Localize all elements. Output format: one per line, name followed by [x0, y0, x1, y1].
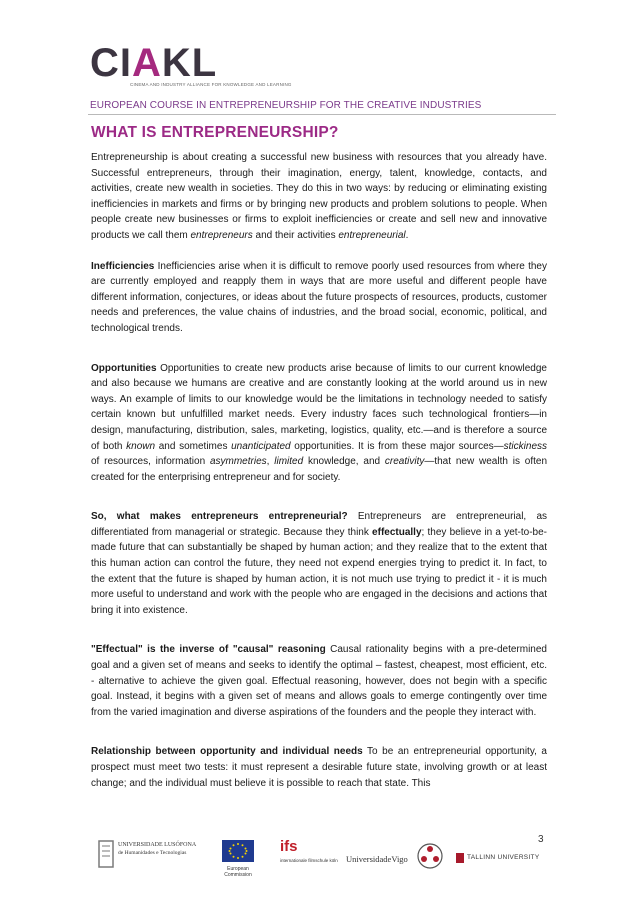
paragraph-intro — [91, 150, 547, 244]
film-reel-icon — [416, 842, 444, 870]
p3-text-g: —that new wealth is often created for the enterprising entrepreneur and for society. — [91, 456, 548, 483]
logo-subtitle: CINEMA AND INDUSTRY ALLIANCE FOR KNOWLEDGE AND LEARNING — [130, 82, 292, 87]
p1-italic-1: entrepreneurs — [190, 229, 253, 241]
lusofona-emblem-icon — [98, 840, 114, 868]
p4-heading: So, what makes entrepreneurs entrepreneurial? — [91, 511, 348, 523]
p3-text-a: Opportunities to create new products arise because of limits to our current knowledge and also because we humans are creative and are constantly looking at the world around us in new ways. An example of limits to our knowledge would be the limitations in technology needed to satisfy certain known but unfulfilled market needs. Every industry faces such technological frontiers—in design, manufacturing, distribution, sales, marketing, logistics, quality, etc.—and is therefore a source of both — [91, 362, 547, 452]
paragraph-entrepreneurial — [91, 509, 547, 618]
european-commission-logo — [218, 840, 258, 880]
ifs-logo — [280, 836, 340, 876]
p4-text-a: Entrepreneurs are entrepreneurial, as differentiated from managerial or strategic. Because they think — [91, 511, 548, 538]
ifs-subtitle: internationale filmschule köln — [280, 858, 338, 863]
ciakl-logo — [90, 42, 390, 92]
p6-heading: Relationship between opportunity and individual needs — [91, 746, 363, 758]
header-divider — [88, 114, 556, 115]
logo-wordmark — [90, 42, 217, 84]
p1-text-b: and their activities — [252, 229, 339, 241]
p6-text: To be an entrepreneurial opportunity, a prospect must meet two tests: it must represent a desirable future state, involving growth or at least change; and the individual must believe it is possible to reach that state. This — [91, 746, 547, 789]
p3-italic-4: asymmetries — [209, 456, 267, 468]
tallinn-emblem-icon — [456, 853, 464, 863]
eu-flag-icon — [222, 840, 254, 862]
p1-text-a: Entrepreneurship is about creating a successful new business with resources that you already have. Successful entrepreneurs, through their imagination, energy, talent, knowledge, contacts, and activities, create new wealth in societies. They do this in two ways: by reducing or eliminating existing inefficiencies in markets and firms or by bringing new products and problem solutions to people. When people create new businesses or firms to exploit inefficiencies or create and sell new and innovative products we call them — [91, 152, 547, 241]
ec-label: European Commission — [224, 866, 252, 878]
logo-text-1: CI — [90, 41, 132, 85]
p5-text: Causal rationality begins with a pre-determined goal and a given set of means and seeks to identify the optimal – fastest, cheapest, most efficient, etc. - alternative to achieve the given goal. Effectual reasoning, however, does not begin with a specific goal. Instead, it begins with a given set of means and allows goals to emerge contingently over time from the varied imagination and diverse aspirations of the founders and the people they interact with. — [91, 644, 547, 718]
p3-italic-1: known — [126, 440, 156, 452]
page-number: 3 — [538, 834, 544, 845]
paragraph-relationship — [91, 744, 547, 791]
p3-text-f: knowledge, and — [303, 456, 385, 468]
paragraph-inefficiencies — [91, 259, 547, 337]
p3-italic-5: limited — [274, 456, 304, 468]
paragraph-opportunities — [91, 361, 547, 486]
p3-text-c: opportunities. It is from these major sources— — [290, 440, 504, 452]
universidade-vigo-logo: UniversidadeVigo — [346, 854, 408, 864]
ifs-wordmark: ifs — [280, 838, 298, 855]
paragraph-effectual — [91, 642, 547, 720]
lusofona-subtitle: de Humanidades e Tecnologias — [118, 850, 187, 856]
course-title: EUROPEAN COURSE IN ENTREPRENEURSHIP FOR THE CREATIVE INDUSTRIES — [90, 100, 482, 111]
main-content — [91, 124, 547, 791]
logo-text-2: KL — [161, 41, 218, 85]
tallinn-name: TALLINN UNIVERSITY — [467, 854, 540, 861]
page-title: WHAT IS ENTREPRENEURSHIP? — [91, 124, 339, 141]
p4-bold-effectually: effectually — [372, 526, 422, 538]
p3-text-e: , — [266, 456, 275, 468]
p2-heading: Inefficiencies — [91, 260, 155, 272]
p5-heading: "Effectual" is the inverse of "causal" reasoning — [91, 644, 326, 656]
p1-text-c: . — [405, 229, 409, 241]
logo-text-accent: A — [132, 41, 162, 85]
p4-text-b: ; they believe in a yet-to-be-made future that can substantially be shaped by human action; and they realize that to the extent that this human action can control the future, they need not expend energies trying to predict it. In fact, to the extent that the future is shaped by human action, it is not much use trying to predict it - it is much more useful to understand and work with the people who are engaged in the decisions and actions that bring it into existence. — [91, 526, 547, 616]
p3-italic-2: unanticipated — [231, 440, 291, 452]
p3-text-b: and sometimes — [155, 440, 232, 452]
partner-logos — [98, 826, 554, 886]
lusofona-name: UNIVERSIDADE LUSÓFONA — [118, 842, 197, 848]
p1-italic-2: entrepreneurial — [338, 229, 406, 241]
lusofona-logo — [98, 838, 198, 872]
p3-italic-3: stickiness — [503, 440, 548, 452]
p2-text: Inefficiencies arise when it is difficult to remove poorly used resources from where they are currently employed and reapply them in ways that are more useful and different people have different information, conjectures, or ideas about the future prospects of resources, products, customer needs and preferences, the value chains of industries, and the broad social, economic, political, and technological trends. — [91, 260, 547, 334]
p3-heading: Opportunities — [91, 362, 157, 374]
p3-italic-6: creativity — [384, 456, 425, 468]
film-reel-logo — [416, 842, 444, 875]
p3-text-d: of resources, information — [91, 456, 210, 468]
